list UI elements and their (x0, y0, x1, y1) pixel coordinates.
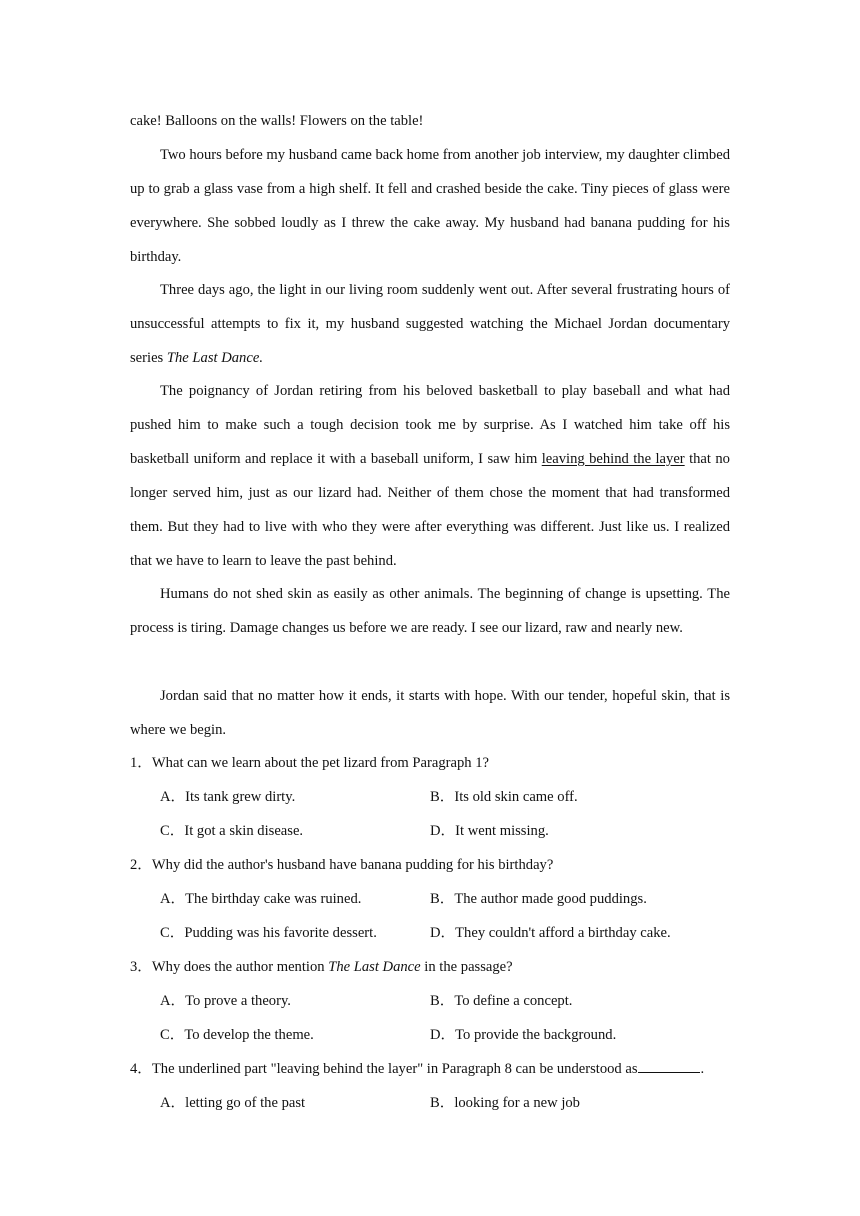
question-text: 3．Why does the author mention (130, 959, 329, 975)
option-d[interactable]: D．To provide the background. (430, 1027, 617, 1043)
option-c[interactable]: C．Pudding was his favorite dessert. (160, 925, 377, 941)
option-c[interactable]: C．To develop the theme. (160, 1027, 314, 1043)
option-b[interactable]: B．looking for a new job (430, 1095, 580, 1111)
paragraph-text: Humans do not shed skin as easily as other animals. The beginning of change is upsetting. The process is tiring. Damage changes us before we are ready. I see our lizard, raw and nearly new. (130, 586, 730, 636)
passage-paragraph (130, 273, 730, 375)
paragraph-text: The poignancy of Jordan retiring from his beloved basketball to play baseball and what had pushed him to make such a tough decision took me by surprise. As I watched him take off his basketball uniform and replace it with a baseball uniform, I saw him (130, 383, 730, 467)
question-stem: 1．What can we learn about the pet lizard from Paragraph 1? (130, 755, 490, 771)
option-d[interactable]: D．They couldn't afford a birthday cake. (430, 925, 671, 941)
option-c[interactable]: C．It got a skin disease. (160, 823, 304, 839)
passage-paragraph (130, 138, 730, 274)
paragraph-text: Three days ago, the light in our living room suddenly went out. After several frustrating hours of unsuccessful attempts to fix it, my husband suggested watching the Michael Jordan documentary series (130, 282, 730, 366)
passage-paragraph (130, 577, 730, 645)
underlined-phrase: leaving behind the layer (541, 451, 685, 467)
passage-paragraph (130, 374, 730, 578)
question-stem (130, 950, 730, 984)
paragraph-text: Jordan said that no matter how it ends, it starts with hope. With our tender, hopeful skin, that is where we begin. (130, 688, 730, 738)
option-a[interactable]: A．letting go of the past (160, 1095, 306, 1111)
option-a[interactable]: A．Its tank grew dirty. (160, 789, 296, 805)
passage-paragraph (130, 679, 730, 747)
question-text: 4．The underlined part "leaving behind the layer" in Paragraph 8 can be understood as (130, 1061, 638, 1077)
paragraph-text: that no longer served him, just as our lizard had. Neither of them chose the moment that had transformed them. But they had to live with who they were after everything was different. Just like us. I realized that we have to learn to leave the past behind. (130, 451, 730, 569)
option-a[interactable]: A．The birthday cake was ruined. (160, 891, 362, 907)
question-stem (130, 1052, 730, 1086)
documentary-title: The Last Dance (328, 959, 421, 975)
question-text: in the passage? (420, 959, 513, 975)
option-a[interactable]: A．To prove a theory. (160, 993, 291, 1009)
documentary-title: The Last Dance. (166, 350, 263, 366)
option-b[interactable]: B．Its old skin came off. (430, 789, 578, 805)
question-stem: 2．Why did the author's husband have banana pudding for his birthday? (130, 857, 554, 873)
paragraph-text: Two hours before my husband came back home from another job interview, my daughter climbed up to grab a glass vase from a high shelf. It fell and crashed beside the cake. Tiny pieces of glass were everywhere. She sobbed loudly as I threw the cake away. My husband had banana pudding for his birthday. (130, 147, 730, 265)
answer-blank (638, 1058, 700, 1073)
option-d[interactable]: D．It went missing. (430, 823, 549, 839)
question-text: . (700, 1061, 705, 1077)
paragraph-text: cake! Balloons on the walls! Flowers on the table! (130, 113, 424, 129)
option-b[interactable]: B．The author made good puddings. (430, 891, 647, 907)
passage-paragraph (130, 104, 730, 138)
option-b[interactable]: B．To define a concept. (430, 993, 573, 1009)
